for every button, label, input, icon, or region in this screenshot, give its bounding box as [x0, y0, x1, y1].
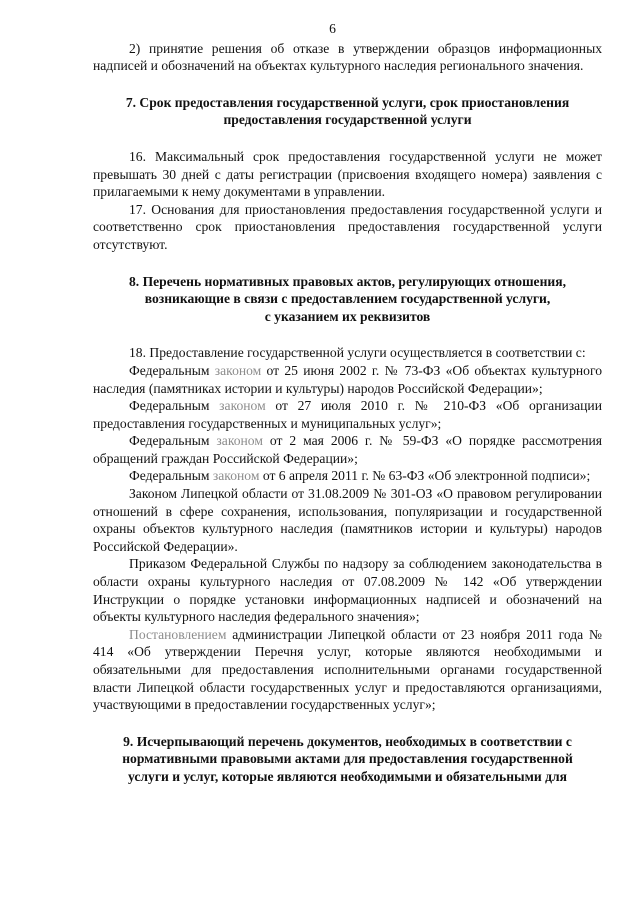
- section-9-heading: [93, 733, 602, 786]
- law-item: [93, 467, 602, 485]
- law-item-text: Федеральным: [129, 362, 215, 378]
- law-link[interactable]: законом: [212, 468, 260, 484]
- law-link[interactable]: законом: [216, 433, 263, 449]
- law-item-text: от 2 мая 2006 г. № 59-ФЗ «О порядке рассмотрения обращений граждан Российской Федерации»;: [93, 433, 602, 466]
- section-8-heading-line: с указанием их реквизитов: [264, 308, 431, 324]
- law-item: [93, 397, 602, 432]
- law-item-text: Федеральным: [129, 433, 217, 449]
- paragraph-item-2: 2) принятие решения об отказе в утверждении образцов информационных надписей и обозначений на объектах культурного наследия регионального значения.: [93, 40, 602, 74]
- section-7-heading: [93, 94, 602, 129]
- law-item-text: Федеральным: [129, 468, 213, 484]
- law-item: [93, 362, 602, 397]
- decree-item-text: администрации Липецкой области от 23 ноября 2011 года № 414 «Об утверждении Перечня услуг, которые являются необходимыми и обязательными для предоставления исполнительными органами государственной власти Липецкой области государственных услуг и предоставляются организациями, участвующими в предоставлении государственных услуг»;: [93, 626, 602, 713]
- order-item: Приказом Федеральной Службы по надзору за соблюдением законодательства в области охраны культурного наследия от 07.08.2009 № 142 «Об утверждении Инструкции о порядке установки информационных надписей и обозначений на объекты культурного наследия федерального значения»;: [93, 556, 602, 625]
- decree-link[interactable]: Постановлением: [129, 626, 227, 642]
- law-item-text: Федеральным: [129, 398, 220, 414]
- law-item-text: от 27 июля 2010 г. № 210-ФЗ «Об организации предоставления государственных и муниципальных услуг»;: [93, 398, 602, 431]
- paragraph-17: 17. Основания для приостановления предоставления государственной услуги и соответственно срок приостановления предоставления государственной услуги отсутствуют.: [93, 201, 602, 252]
- law-item: [93, 432, 602, 467]
- decree-item: [93, 626, 602, 714]
- section-7-heading-line: предоставления государственной услуги: [223, 112, 472, 128]
- section-9-heading-line: услуги и услуг, которые являются необходимыми и обязательными для: [127, 768, 567, 784]
- section-7-heading-line: 7. Срок предоставления государственной услуги, срок приостановления: [125, 94, 570, 110]
- section-9-heading-line: 9. Исчерпывающий перечень документов, необходимых в соответствии с: [123, 733, 572, 749]
- law-link[interactable]: законом: [214, 362, 262, 378]
- regional-law-item: Законом Липецкой области от 31.08.2009 № 301-ОЗ «О правовом регулировании отношений в сфере сохранения, использования, популяризации и государственной охраны объектов культурного наследия (памятников истории и культуры) народов Российской Федерации».: [93, 486, 602, 554]
- law-item-text: от 25 июня 2002 г. № 73-ФЗ «Об объектах культурного наследия (памятниках истории и культуры) народов Российской Федерации»;: [93, 362, 602, 396]
- paragraph-18: 18. Предоставление государственной услуги осуществляется в соответствии с:: [129, 345, 586, 361]
- section-8-heading: [93, 273, 602, 326]
- paragraph-16: 16. Максимальный срок предоставления государственной услуги не может превышать 30 дней с даты регистрации (присвоения входящего номера) заявления с прилагаемыми к нему документами в управлении.: [93, 148, 602, 200]
- law-link[interactable]: законом: [219, 398, 266, 414]
- page-number: 6: [329, 21, 336, 36]
- law-item-text: от 6 апреля 2011 г. № 63-ФЗ «Об электронной подписи»;: [259, 468, 591, 484]
- section-8-heading-line: 8. Перечень нормативных правовых актов, регулирующих отношения,: [128, 273, 567, 289]
- section-8-heading-line: возникающие в связи с предоставлением государственной услуги,: [144, 291, 551, 307]
- section-9-heading-line: нормативными правовыми актами для предоставления государственной: [122, 751, 573, 767]
